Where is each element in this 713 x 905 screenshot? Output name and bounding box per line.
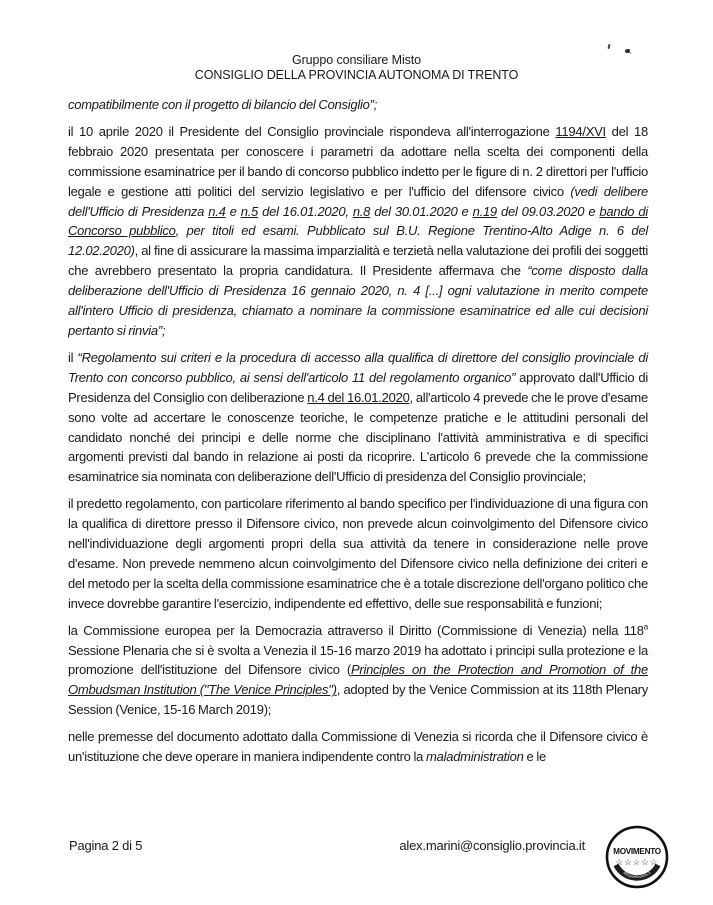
- text-run: , per titoli ed esami. Pubblicato sul B.U. Regione Trentino-Alto Adige n. 6 del 12.02.2020): [68, 223, 648, 259]
- reference-link[interactable]: n.4: [208, 203, 226, 219]
- movimento-5-stelle-logo: [604, 823, 670, 891]
- paragraph-5: [68, 621, 648, 721]
- text-run: , al fine di assicurare la massima imparzialità e terzietà nella valutazione dei profili dei soggetti che avrebbero presentato la propria candidatura. Il Presidente affermava che: [68, 243, 648, 279]
- text-run: “Regolamento sui criteri e la procedura di accesso alla qualifica di direttore del consiglio provinciale di Trento con concorso pubblico, ai sensi dell'articolo 11 del regolamento organico”: [68, 349, 648, 385]
- paragraph-1: [68, 95, 648, 115]
- reference-link[interactable]: Principles on the Protection and Promotion of the Ombudsman Institution ("The Venice Principles"): [68, 662, 648, 698]
- text-run: e: [225, 203, 241, 219]
- reference-link[interactable]: 1194/XVI: [555, 123, 606, 139]
- text-run: il: [68, 349, 78, 365]
- reference-link[interactable]: n.8: [352, 203, 371, 219]
- text-run: del 09.03.2020 e: [496, 203, 600, 219]
- text-run: compatibilmente con il progetto di bilancio del Consiglio”;: [68, 97, 378, 112]
- text-run: del 18 febbraio 2020 presentata per conoscere i parametri da adottare nella scelta dei componenti della commissione esaminatrice per il bando di concorso pubblico indetto per le figure di n. 2 direttori per l'ufficio legale e gestione atti politici del servizio legislativo e per l'ufficio del difensore civico: [68, 123, 648, 199]
- paragraph-2: [68, 122, 648, 341]
- paragraph-3: [68, 348, 648, 487]
- text-run: il predetto regolamento, con particolare riferimento al bando specifico per l'individuazione di una figura con la qualifica di direttore presso il Difensore civico, non prevede alcun coinvolgimento del Difensore civico nell'individuazione degli argomenti propri della sua attività da tenere in considerazione nelle prove d'esame. Non prevede nemmeno alcun coinvolgimento del Difensore civico nella definizione dei criteri e del metodo per la scelta della commissione esaminatrice che è a totale discrezione dell'organo politico che invece dovrebbe garantire l'esercizio, indipendente ed effettivo, delle sue responsabilità e funzioni;: [68, 496, 648, 611]
- text-run: , all'articolo 4 prevede che le prove d'esame sono volte ad accertare le conoscenze teoriche, le competenze pratiche e le attitudini personali del candidato nonché dei principi e delle norme che disciplinano l'attività amministrativa e di specifici argomenti previsti dal bando in relazione ai posti da ricoprire. L'articolo 6 prevede che la commissione esaminatrice sia nominata con deliberazione dell'Ufficio di presidenza del Consiglio provinciale;: [68, 389, 648, 485]
- text-run: e le: [523, 749, 546, 765]
- text-run: a: [643, 622, 648, 632]
- group-name: Gruppo consiliare Misto: [291, 53, 421, 67]
- paragraph-6: [68, 727, 648, 767]
- email-text: alex.marini@consiglio.provincia.it: [399, 838, 585, 853]
- text-run: la Commissione europea per la Democrazia attraverso il Diritto (Commissione di Venezia) nella 118: [68, 622, 644, 638]
- scan-artifact: [608, 44, 611, 49]
- institution-name: CONSIGLIO DELLA PROVINCIA AUTONOMA DI TRENTO: [194, 67, 519, 82]
- document-body: [68, 95, 648, 774]
- text-run: “come disposto dalla deliberazione dell'Ufficio di Presidenza 16 gennaio 2020, n. 4 [...] ogni valutazione in merito compete all'intero Ufficio di presidenza, chiamato a nominare la commissione esaminatrice ed alle cui decisioni pertanto si rinvia”;: [68, 263, 648, 338]
- logo-subtext: ilblogdellestelle.it: [622, 870, 652, 879]
- reference-link[interactable]: bando di Concorso pubblico: [68, 203, 648, 239]
- text-run: Sessione Plenaria che si è svolta a Venezia il 15-16 marzo 2019 ha adottato i principi sulla protezione e la promozione dell'istituzione del Difensore civico (: [68, 642, 648, 678]
- text-run: del 30.01.2020 e: [370, 203, 473, 219]
- page-number: Pagina 2 di 5: [69, 838, 143, 853]
- text-run: approvato dall'Ufficio di Presidenza del Consiglio con deliberazione: [68, 369, 648, 405]
- reference-link[interactable]: n.5: [240, 203, 259, 219]
- document-header: [0, 53, 713, 82]
- reference-link[interactable]: n.19: [472, 203, 497, 219]
- reference-link[interactable]: n.4 del 16.01.2020: [307, 389, 410, 405]
- logo-stars-icon: ☆☆☆☆☆: [615, 858, 659, 868]
- paragraph-4: [68, 494, 648, 613]
- text-run: del 16.01.2020,: [258, 203, 353, 219]
- text-run: , adopted by the Venice Commission at its 118th Plenary Session (Venice, 15-16 March 2019);: [68, 682, 648, 718]
- text-run: maladministration: [426, 749, 524, 765]
- logo-wordmark: MOVIMENTO: [613, 847, 661, 856]
- text-run: il 10 aprile 2020 il Presidente del Consiglio provinciale rispondeva all'interrogazione: [68, 123, 556, 139]
- text-run: nelle premesse del documento adottato dalla Commissione di Venezia si ricorda che il Difensore civico è un'istituzione che deve operare in maniera indipendente contro la: [68, 729, 648, 765]
- text-run: (vedi delibere dell'Ufficio di Presidenza: [68, 183, 648, 219]
- logo-stamp-icon: [604, 823, 670, 891]
